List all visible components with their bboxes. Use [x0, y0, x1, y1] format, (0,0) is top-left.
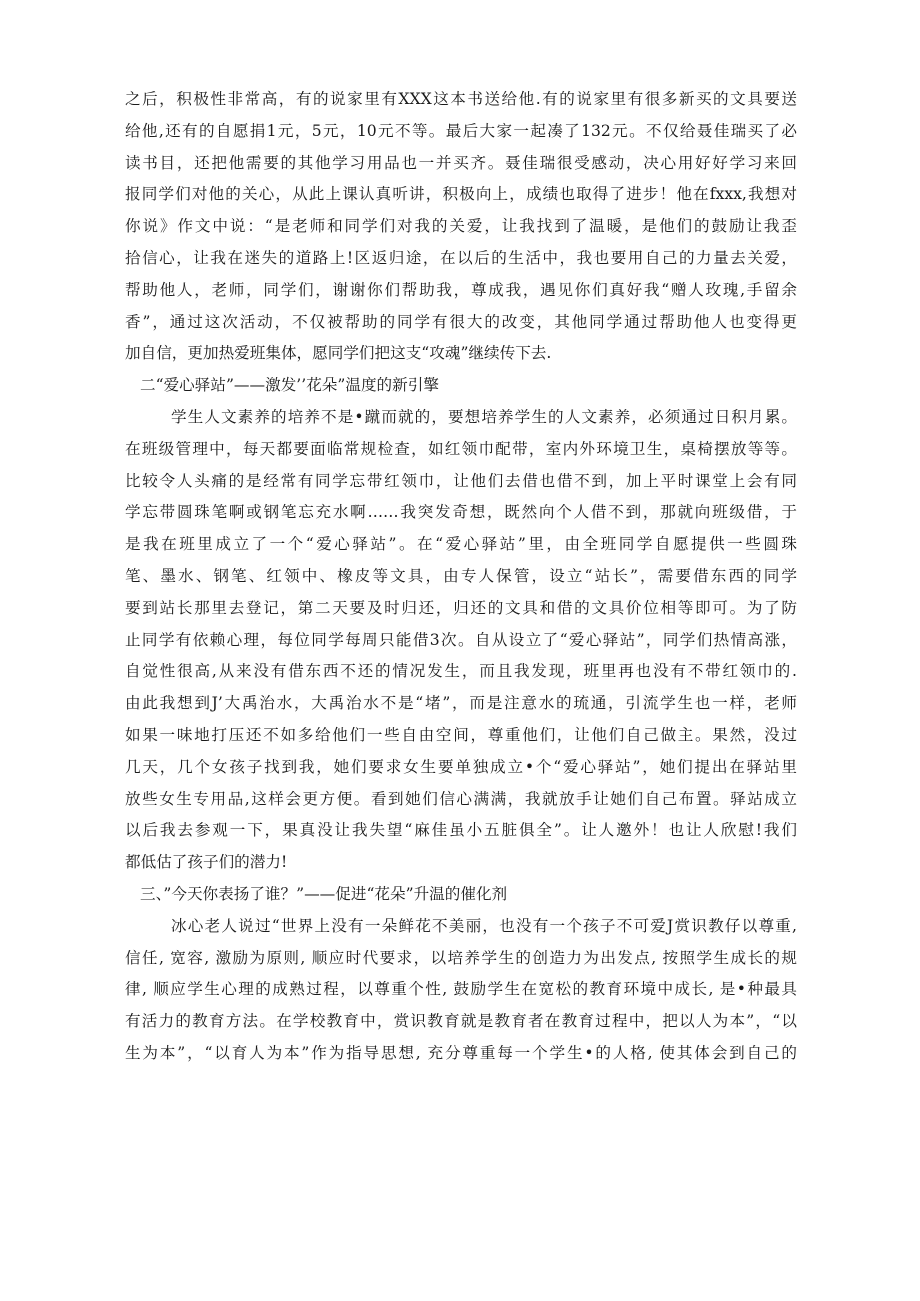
text-line: 在班级管理中，每天都要面临常规检查，如红领巾配带，室内外环境卫生，桌椅摆放等等。	[125, 439, 797, 458]
text-line: 笔、墨水、钢笔、红领中、橡皮等文具，由专人保管，设立“站长”，需要借东西的同学	[125, 566, 797, 585]
text-line: 给他,还有的自愿捐1元，5元，10元不等。最后大家一起凑了132元。不仅给聂佳瑞买了必	[125, 121, 797, 140]
text-line: 以后我去参观一下，果真没让我失望“麻佳虽小五脏俱全”。让人邀外！也让人欣慰!我们	[125, 821, 797, 840]
text-line: 帮助他人，老师，同学们，谢谢你们帮助我，尊成我，遇见你们真好我“赠人玫瑰,手留余	[125, 280, 797, 299]
text-line: 放些女生专用品,这样会更方便。看到她们信心满满，我就放手让她们自己布置。驿站成立	[125, 789, 797, 808]
text-line: 拾信心，让我在迷失的道路上!区返归途，在以后的生活中，我也要用自己的力量去关爱，	[125, 248, 797, 267]
text-line: 香”，通过这次活动，不仅被帮助的同学有很大的改变，其他同学通过帮助他人也变得更	[125, 312, 797, 331]
text-line: 有活力的教育方法。在学校教育中，赏识教育就是教育者在教育过程中，把以人为本”，“以	[125, 1012, 797, 1031]
text-line: 学生人文素养的培养不是•蹴而就的，要想培养学生的人文素养，必须通过日积月累。	[171, 407, 797, 426]
text-line: 几天，几个女孩子找到我，她们要求女生要单独成立•个“爱心驿站”，她们提出在驿站里	[125, 757, 797, 776]
text-line: 止同学有依赖心理，每位同学每周只能借3次。自从设立了“爱心驿站”，同学们热情高涨，	[125, 630, 797, 649]
text-line: 如果一味地打压还不如多给他们一些自由空间，尊重他们，让他们自己做主。果然，没过	[125, 725, 797, 744]
text-line: 信任, 宽容, 激励为原则, 顺应时代要求，以培养学生的创造力为出发点, 按照学生成长的规	[125, 948, 797, 967]
text-line: 由此我想到J’大禹治水，大禹治水不是“堵”，而是注意水的琉通，引流学生也一样，老师	[125, 694, 797, 713]
text-line: 你说》作文中说：“是老师和同学们对我的关爱，让我找到了温暖，是他们的鼓励让我歪	[125, 217, 797, 236]
text-line: 生为本”，“以育人为本”作为指导思想, 充分尊重每一个学生•的人格, 使其体会到自己的	[125, 1043, 797, 1062]
text-line: 都低估了孩子们的潜力!	[125, 853, 288, 872]
text-line: 比较令人头痛的是经常有同学忘带红领巾，让他们去借也借不到，加上平时课堂上会有同	[125, 471, 797, 490]
text-line: 律, 顺应学生心理的成熟过程，以尊重个性, 鼓励学生在宽松的教育环境中成长, 是•种最具	[125, 980, 797, 999]
text-line: 冰心老人说过“世界上没有一朵鲜花不美丽，也没有一个孩子不可爱J赏识教仔以尊重,	[171, 916, 797, 935]
text-line: 读书目，还把他需要的其他学习用品也一并买齐。聂佳瑞很受感动，决心用好好学习来回	[125, 153, 797, 172]
text-line: 报同学们对他的关心，从此上课认真听讲，积极向上，成绩也取得了进步！他在fxxx,我想对	[125, 185, 797, 204]
text-line: 加自信，更加热爱班集体，愿同学们把这支“攻魂”继续传下去.	[125, 344, 552, 363]
text-line: 学忘带圆珠笔啊或钢笔忘充水啊……我突发奇想，既然向个人借不到，那就向班级借，于	[125, 503, 797, 522]
text-line: 之后，积极性非常高，有的说家里有XXX这本书送给他.有的说家里有很多新买的文具要送	[125, 90, 797, 108]
text-line: 是我在班里成立了一个“爱心驿站”。在“爱心驿站”里，由全班同学自愿提供一些圆珠	[125, 535, 797, 554]
text-line: 自觉性很高,从来没有借东西不还的情况发生，而且我发现，班里再也没有不带红领巾的.	[125, 662, 797, 681]
document-body	[125, 84, 797, 1070]
text-line: 二“爱心驿站”——激发’’花朵”温度的新引擎	[140, 376, 439, 395]
text-line: 要到站长那里去登记，第二天要及时归还，归还的文具和借的文具价位相等即可。为了防	[125, 598, 797, 617]
text-line: 三、”今天你表扬了谁？”——促进“花朵”升温的催化剂	[140, 884, 508, 903]
